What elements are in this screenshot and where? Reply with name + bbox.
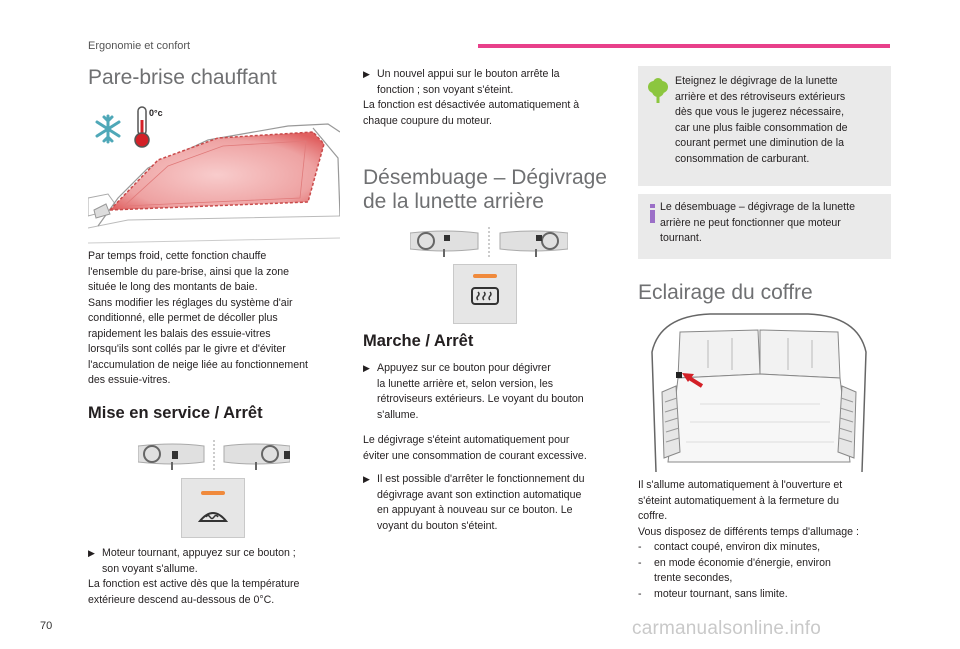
button-led-indicator bbox=[201, 491, 225, 495]
snowflake-icon bbox=[97, 116, 119, 142]
bullet-arrow-icon: ▶ bbox=[363, 474, 370, 484]
list-item: - moteur tournant, sans limite. bbox=[638, 587, 788, 600]
steering-wheel-diagrams bbox=[138, 440, 290, 472]
steering-wheel-lhd-icon bbox=[138, 444, 204, 470]
watermark: carmanualsonline.info bbox=[632, 618, 822, 639]
eco-tip-text: Eteignez le dégivrage de la lunette arrière et des rétroviseurs extérieurs dès que vous le jugerez nécessaire, car une plus faible consommation de courant permet une diminution de la consommation de carburant. bbox=[675, 75, 848, 165]
trunk-lamp-icon bbox=[676, 372, 682, 378]
list-item: - en mode économie d'énergie, environ trente secondes, bbox=[638, 556, 831, 584]
heated-windshield-icon bbox=[197, 503, 229, 527]
windshield-heat-button[interactable] bbox=[181, 478, 245, 538]
page-number: 70 bbox=[40, 620, 53, 632]
trunk-illustration bbox=[650, 312, 868, 474]
steering-wheel-lhd-icon bbox=[410, 231, 478, 257]
title-trunk-lighting: Eclairage du coffre bbox=[638, 281, 813, 304]
temp-label: 0°c bbox=[149, 108, 163, 118]
subtitle-on-off: Marche / Arrêt bbox=[363, 332, 474, 350]
info-box bbox=[638, 194, 891, 259]
steering-wheel-rhd-icon bbox=[500, 231, 568, 257]
bullet-arrow-icon: ▶ bbox=[88, 548, 95, 558]
col1-bottom-text: ▶ Moteur tournant, appuyez sur ce bouton ; son voyant s'allume. La fonction est active dès que la température extérieure descend au-dessous de 0°C. bbox=[88, 547, 300, 606]
bullet-arrow-icon: ▶ bbox=[363, 363, 370, 373]
eco-tree-icon bbox=[646, 78, 670, 104]
thermometer-icon bbox=[135, 107, 149, 147]
rear-defrost-button[interactable] bbox=[453, 264, 517, 324]
info-icon bbox=[648, 204, 658, 224]
rear-defrost-icon bbox=[470, 285, 500, 309]
steering-wheel-diagrams-2 bbox=[410, 227, 568, 259]
col2-top-text: ▶ Un nouvel appui sur le bouton arrête la fonction ; son voyant s'éteint. La fonction est désactivée automatiquement à chaque coupure du moteur. bbox=[363, 68, 580, 127]
col2-body-text: ▶ Appuyez sur ce bouton pour dégivrer la lunette arrière et, selon version, les rétroviseurs extérieurs. Le voyant du bouton s'allume. Le dégivrage s'éteint automatiquement pour éviter une consommation de courant excessive. ▶ Il est possible d'arrêter le fonctionnement du dégivrage avant son extinction automatique en appuyant à nouveau sur ce bouton. Le voyant du bouton s'éteint. bbox=[363, 361, 621, 534]
button-led-indicator bbox=[473, 274, 497, 278]
title-heated-windshield: Pare-brise chauffant bbox=[88, 66, 277, 89]
steering-wheel-rhd-icon bbox=[224, 444, 290, 470]
eco-tip-box bbox=[638, 66, 891, 186]
subtitle-start-stop: Mise en service / Arrêt bbox=[88, 404, 263, 422]
bullet-arrow-icon: ▶ bbox=[363, 69, 370, 79]
accent-bar bbox=[478, 44, 890, 48]
list-item: - contact coupé, environ dix minutes, bbox=[638, 541, 821, 553]
intro-paragraph: Par temps froid, cette fonction chauffe l'ensemble du pare-brise, ainsi que la zone située le long des montants de baie. Sans modifier les réglages du système d'air conditionné, elle permet de décoller plus rapidement les balais des essuie-vitres lorsqu'ils sont collés par le givre et d'éviter l'accumulation de neige liée au fonctionnement des essuie-vitres. bbox=[88, 250, 308, 386]
trunk-car-icon bbox=[650, 312, 868, 474]
info-text: Le désembuage – dégivrage de la lunette arrière ne peut fonctionner que moteur tournant. bbox=[660, 201, 855, 244]
windshield-illustration bbox=[88, 98, 340, 246]
trunk-body-text: Il s'allume automatiquement à l'ouverture et s'éteint automatiquement à la fermeture du coffre. Vous disposez de différents temps d'allumage : - contact coupé, environ dix minutes, - en mode économie d'énergie, environ trente secondes, - moteur tournant, sans limite. bbox=[638, 478, 896, 602]
windshield-car-icon bbox=[88, 98, 340, 246]
title-rear-defrost: Désembuage – Dégivrage de la lunette arrière bbox=[363, 166, 607, 214]
section-label: Ergonomie et confort bbox=[88, 40, 191, 52]
